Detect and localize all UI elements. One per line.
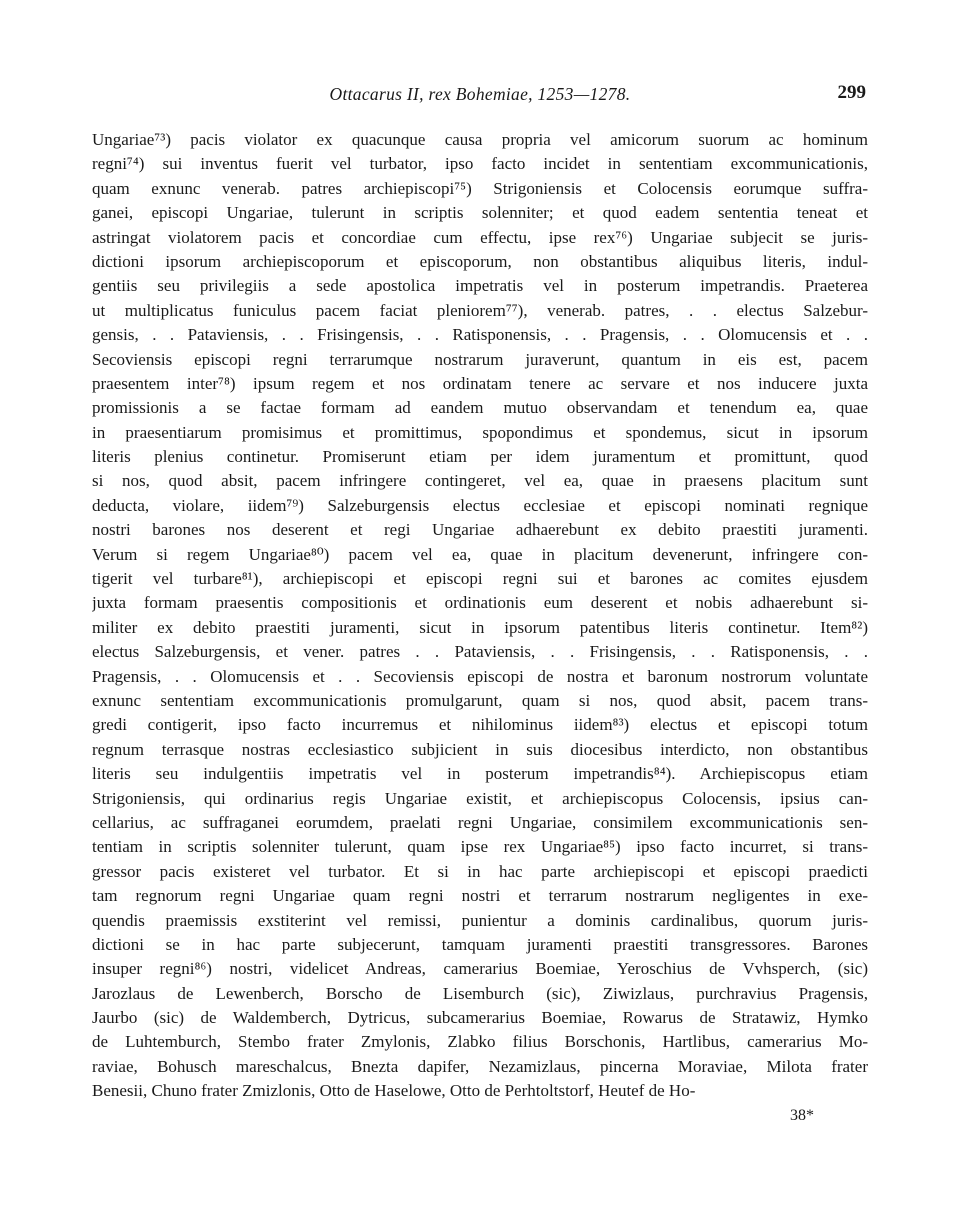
text-line: raviae, Bohusch mareschalcus, Bnezta dapifer, Nezamizlaus, pincerna Moraviae, Milota frater [92, 1056, 868, 1076]
text-line: nostri barones nos deserent et regi Ungariae adhaerebunt ex debito praestiti juramenti. [92, 520, 868, 540]
text-line: Benesii, Chuno frater Zmizlonis, Otto de Haselowe, Otto de Perhtoltstorf, Heutef de Ho- [92, 1081, 696, 1101]
text-line: gredi contigerit, ipso facto incurremus et nihilominus iidem⁸³) electus et episcopi totum [92, 715, 868, 735]
text-line: Pragensis, . . Olomucensis et . . Secoviensis episcopi de nostra et baronum nostrorum voluntate [92, 666, 868, 686]
text-line: in praesentiarum promisimus et promittimus, spopondimus et spondemus, sicut in ipsorum [92, 422, 868, 442]
text-line: literis seu indulgentiis impetratis vel in posterum impetrandis⁸⁴). Archiepiscopus etiam [92, 764, 868, 784]
text-line: dictioni se in hac parte subjecerunt, tamquam juramenti praestiti transgressores. Barones [92, 934, 868, 954]
text-line: Ungariae⁷³) pacis violator ex quacunque causa propria vel amicorum suorum ac hominum [92, 130, 868, 149]
text-line: gressor pacis existeret vel turbator. Et si in hac parte archiepiscopi et episcopi praedicti [92, 861, 868, 881]
text-line: Verum si regem Ungariae⁸⁰) pacem vel ea, quae in placitum devenerunt, infringere con- [92, 544, 868, 564]
text-line: promissionis a se factae formam ad eandem mutuo observandam et tenendum ea, quae [92, 398, 868, 418]
body-text [92, 128, 868, 1104]
text-line: Strigoniensis, qui ordinarius regis Ungariae existit, et archiepiscopus Colocensis, ipsius can- [92, 788, 868, 808]
text-line: de Luhtemburch, Stembo frater Zmylonis, Zlabko filius Borschonis, Hartlibus, camerarius Mo- [92, 1032, 868, 1052]
text-line: electus Salzeburgensis, et vener. patres . . Pataviensis, . . Frisingensis, . . Ratisponensis, . . [92, 642, 868, 662]
text-line: quendis praemissis exstiterint vel remissi, punientur a dominis cardinalibus, quorum juris- [92, 910, 868, 930]
text-line: tigerit vel turbare⁸¹), archiepiscopi et episcopi regni sui et barones ac comites ejusdem [92, 569, 868, 589]
text-line: exnunc sententiam excommunicationis promulgarunt, quam si nos, quod absit, pacem trans- [92, 690, 868, 710]
text-line: deducta, violare, iidem⁷⁹) Salzeburgensis electus ecclesiae et episcopi nominati regnique [92, 495, 868, 515]
text-line: cellarius, ac suffraganei eorumdem, praelati regni Ungariae, consimilem excommunicationis sen- [92, 812, 868, 832]
text-line: tam regnorum regni Ungariae quam regni nostri et terrarum nostrarum negligentes in exe- [92, 886, 868, 906]
page-header [92, 80, 868, 114]
text-line: gentiis seu privilegiis a sede apostolica impetratis vel in posterum impetrandis. Praeterea [92, 276, 868, 296]
text-line: praesentem inter⁷⁸) ipsum regem et nos ordinatam tenere ac servare et nos inducere juxta [92, 373, 868, 393]
page [92, 80, 868, 1126]
text-line: quam exnunc venerab. patres archiepiscopi⁷⁵) Strigoniensis et Colocensis eorumque suffra- [92, 178, 868, 198]
text-line: militer ex debito praestiti juramenti, sicut in ipsorum patentibus literis continetur. Item⁸²) [92, 617, 868, 637]
text-line: Jarozlaus de Lewenberch, Borscho de Lisemburch (sic), Ziwizlaus, purchravius Pragensis, [92, 983, 868, 1003]
text-line: astringat violatorem pacis et concordiae cum effectu, ipse rex⁷⁶) Ungariae subjecit se juris- [92, 227, 868, 247]
text-line: ganei, episcopi Ungariae, tulerunt in scriptis solenniter; et quod eadem sententia teneat et [92, 203, 868, 223]
text-line: tentiam in scriptis solenniter tulerunt, quam ipse rex Ungariae⁸⁵) ipso facto incurret, si trans- [92, 837, 868, 857]
text-line: literis plenius continetur. Promiserunt etiam per idem juramentum et promittunt, quod [92, 447, 868, 467]
text-line: Jaurbo (sic) de Waldemberch, Dytricus, subcamerarius Boemiae, Rowarus de Stratawiz, Hymko [92, 1008, 868, 1028]
text-line: insuper regni⁸⁶) nostri, videlicet Andreas, camerarius Boemiae, Yeroschius de Vvhsperch, (sic) [92, 959, 868, 979]
text-line: Secoviensis episcopi regni terrarumque nostrarum juraverunt, quantum in eis est, pacem [92, 349, 868, 369]
text-line: ut multiplicatus funiculus pacem faciat pleniorem⁷⁷), venerab. patres, . . electus Salzebur- [92, 300, 868, 320]
text-line: regnum terrasque nostras ecclesiastico subjicient in suis diocesibus interdicto, non obstantibus [92, 739, 868, 759]
running-title: Ottacarus II, rex Bohemiae, 1253—1278. [329, 84, 631, 104]
text-line: regni⁷⁴) sui inventus fuerit vel turbator, ipso facto incidet in sententiam excommunicationis, [92, 154, 868, 174]
text-line: gensis, . . Pataviensis, . . Frisingensis, . . Ratisponensis, . . Pragensis, . . Olomucensis et . . [92, 325, 868, 345]
text-line: dictioni ipsorum archiepiscoporum et episcoporum, non obstantibus aliquibus literis, indul- [92, 251, 868, 271]
signature-mark: 38* [790, 1106, 814, 1124]
text-line: juxta formam praesentis compositionis et ordinationis eum deserent et nobis adhaerebunt si- [92, 593, 868, 613]
text-line: si nos, quod absit, pacem infringere contingeret, vel ea, quae in praesens placitum sunt [92, 471, 868, 491]
page-number: 299 [837, 82, 866, 103]
